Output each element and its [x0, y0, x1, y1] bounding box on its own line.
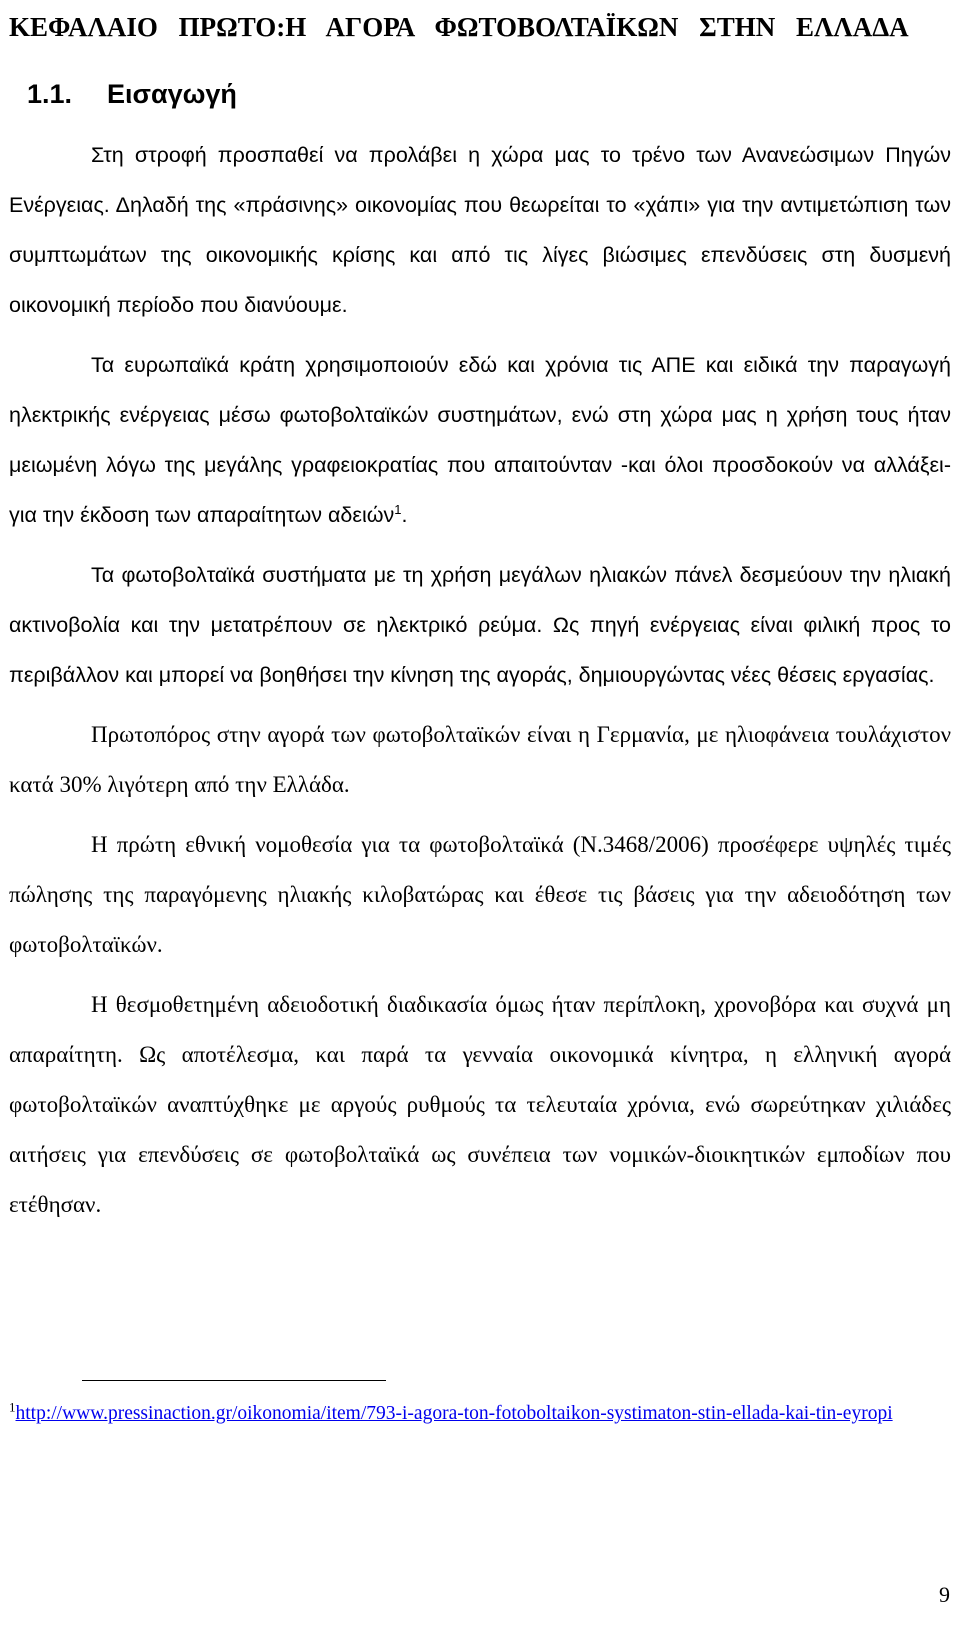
footnote [9, 1400, 939, 1427]
paragraph-5: Η πρώτη εθνική νομοθεσία για τα φωτοβολταϊκά (Ν.3468/2006) προσέφερε υψηλές τιμές πώλησης της παραγόμενης ηλιακής κιλοβατώρας και έθεσε τις βάσεις για την αδειοδότηση των φωτοβολταϊκών. [9, 832, 951, 957]
section-number: 1.1. [27, 79, 73, 109]
paragraph-2 [9, 340, 951, 540]
paragraph-2-text: Τα ευρωπαϊκά κράτη χρησιμοποιούν εδώ και χρόνια τις ΑΠΕ και ειδικά την παραγωγή ηλεκτρικής ενέργειας μέσω φωτοβολταϊκών συστημάτων, ενώ στη χώρα μας η χρήση τους ήταν μειωμένη λόγω της μεγάλης γραφειοκρατίας που απαιτούνταν -και όλοι προσδοκούν να αλλάξει- για την έκδοση των απαραίτητων αδειών [9, 353, 951, 527]
section-heading [9, 74, 951, 114]
paragraph-2-end: . [401, 503, 408, 527]
document-page [9, 0, 951, 1230]
chapter-title: ΚΕΦΑΛΑΙΟ ΠΡΩΤΟ:Η ΑΓΟΡΑ ΦΩΤΟΒΟΛΤΑΪΚΩΝ ΣΤΗΝ ΕΛΛΑΔΑ [9, 12, 909, 42]
page-number: 9 [939, 1582, 950, 1607]
footnote-reference[interactable]: 1 [394, 501, 402, 517]
footnote-link[interactable]: http://www.pressinaction.gr/oikonomia/item/793-i-agora-ton-fotoboltaikon-systimaton-stin-ellada-kai-tin-eyropi [15, 1403, 893, 1424]
paragraph-1: Στη στροφή προσπαθεί να προλάβει η χώρα μας το τρένο των Ανανεώσιμων Πηγών Ενέργειας. Δηλαδή της «πράσινης» οικονομίας που θεωρείται το «χάπι» για την αντιμετώπιση των συμπτωμάτων της οικονομικής κρίσης και από τις λίγες βιώσιμες επενδύσεις στη δυσμενή οικονομική περίοδο που διανύουμε. [9, 143, 951, 317]
paragraph-4: Πρωτοπόρος στην αγορά των φωτοβολταϊκών είναι η Γερμανία, με ηλιοφάνεια τουλάχιστον κατά 30% λιγότερη από την Ελλάδα. [9, 722, 951, 797]
paragraph-6: Η θεσμοθετημένη αδειοδοτική διαδικασία όμως ήταν περίπλοκη, χρονοβόρα και συχνά μη απαραίτητη. Ως αποτέλεσμα, και παρά τα γενναία οικονομικά κίνητρα, η ελληνική αγορά φωτοβολταϊκών αναπτύχθηκε με αργούς ρυθμούς τα τελευταία χρόνια, ενώ σωρεύτηκαν χιλιάδες αιτήσεις για επενδύσεις σε φωτοβολταϊκά ως συνέπεια των νομικών-διοικητικών εμποδίων που ετέθησαν. [9, 992, 951, 1217]
paragraph-3: Τα φωτοβολταϊκά συστήματα με τη χρήση μεγάλων ηλιακών πάνελ δεσμεύουν την ηλιακή ακτινοβολία και την μετατρέπουν σε ηλεκτρικό ρεύμα. Ως πηγή ενέργειας είναι φιλική προς το περιβάλλον και μπορεί να βοηθήσει την κίνηση της αγοράς, δημιουργώντας νέες θέσεις εργασίας. [9, 563, 951, 687]
section-title: Εισαγωγή [107, 79, 237, 109]
footnote-divider [82, 1380, 386, 1381]
footnote-marker: 1 [9, 1399, 16, 1415]
